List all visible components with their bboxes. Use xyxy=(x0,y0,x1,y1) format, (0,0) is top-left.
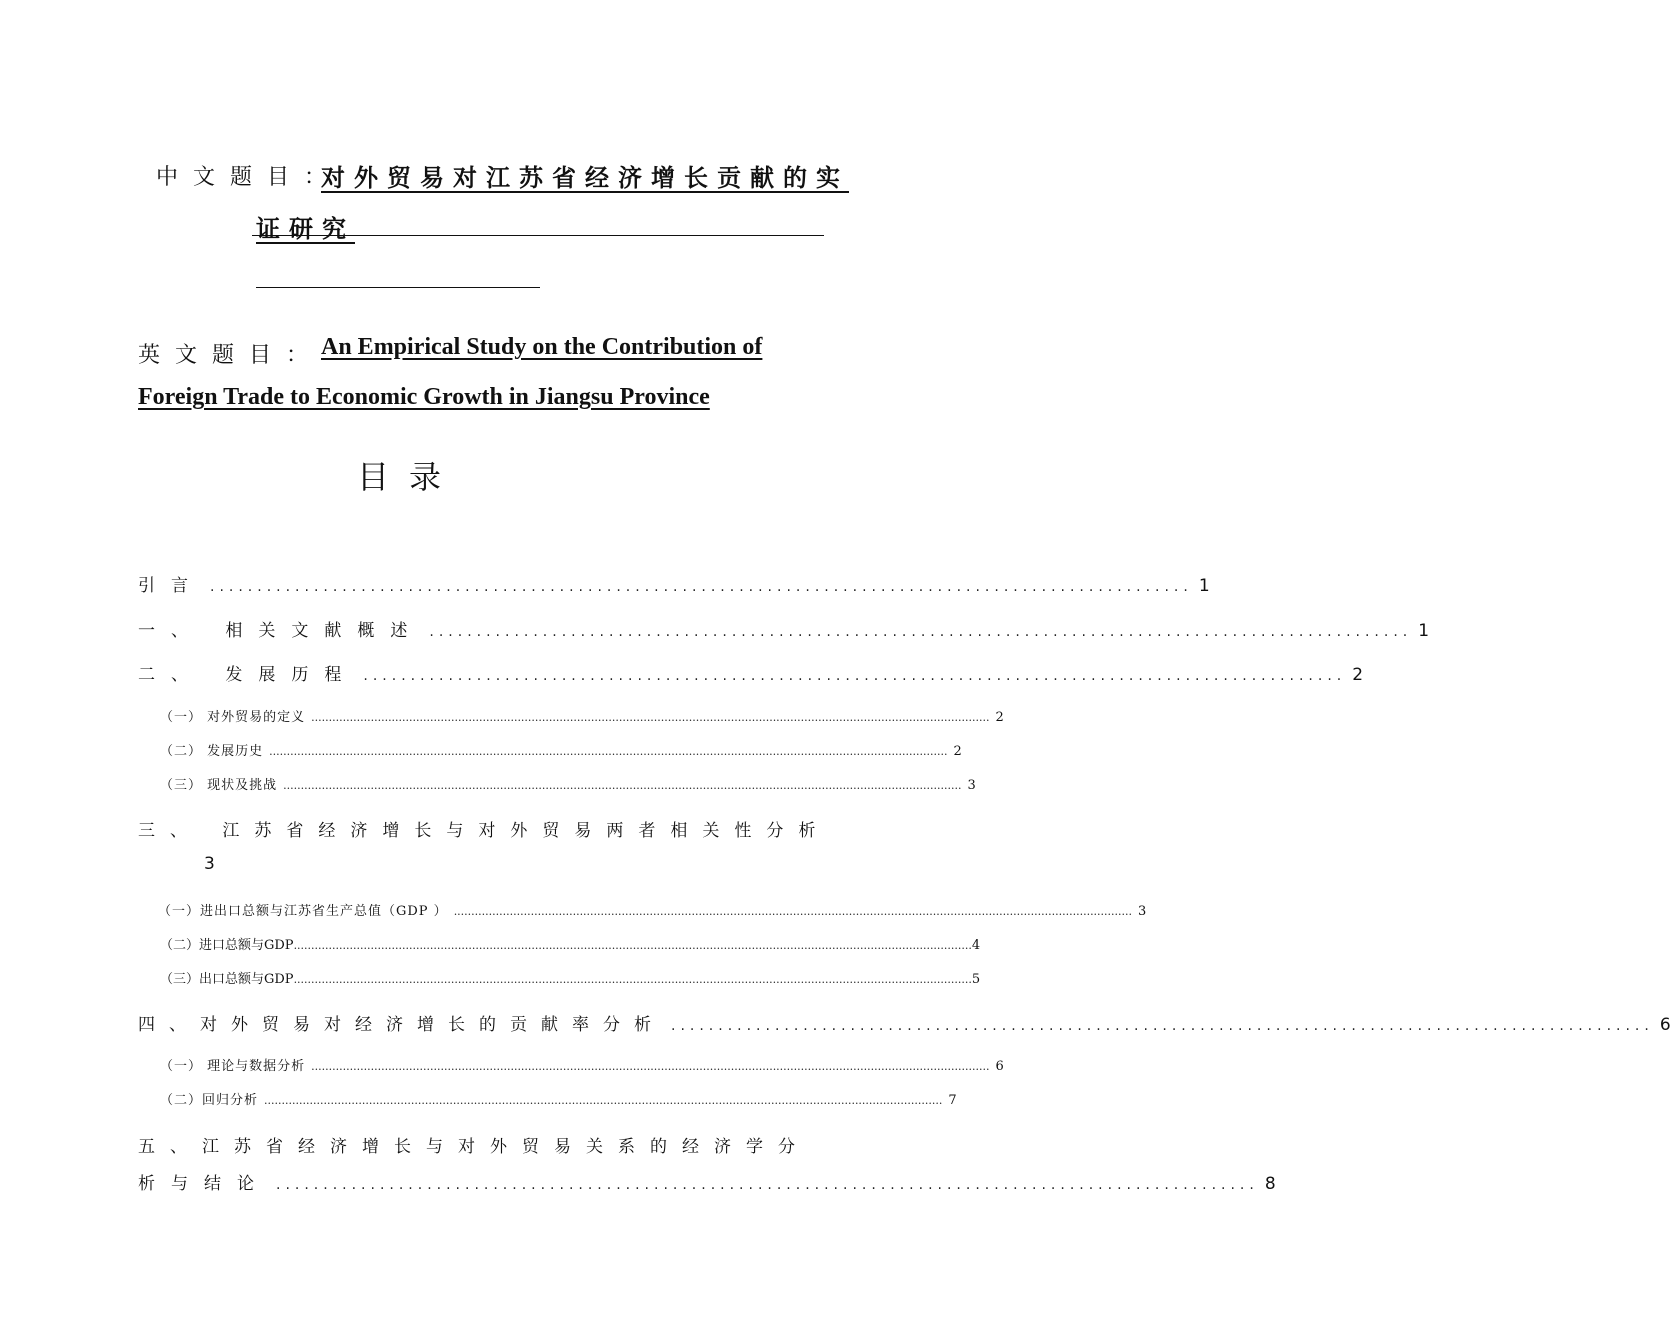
toc-leader: ........................................................................................................ xyxy=(210,579,1193,595)
toc-entry[interactable] xyxy=(138,616,1430,641)
title-underline-1 xyxy=(252,235,824,236)
toc-entry[interactable] xyxy=(158,900,1147,919)
toc-entry[interactable] xyxy=(138,571,1210,596)
toc-entry[interactable] xyxy=(160,934,981,953)
toc-leader: .................................................................................................................................................................................................. xyxy=(264,1094,943,1107)
toc-entry-label: （二） 发展历史 xyxy=(160,744,264,759)
english-title-label: 英文题目： xyxy=(138,343,324,368)
toc-heading: 目录 xyxy=(357,458,462,496)
toc-entry[interactable] xyxy=(138,816,851,841)
toc-entry-label: 引言 xyxy=(138,576,204,596)
toc-page-number: 8 xyxy=(1264,1174,1276,1194)
toc-page-number: 1 xyxy=(1418,621,1430,641)
toc-entry-label: 析与结论 xyxy=(138,1174,270,1194)
toc-leader: ........................................................................................................ xyxy=(671,1018,1654,1034)
toc-entry-label: 一、 相关文献概述 xyxy=(138,621,424,641)
toc-leader: .................................................................................................................................................................................................. xyxy=(293,939,972,952)
toc-entry[interactable] xyxy=(160,968,981,987)
toc-entry[interactable] xyxy=(138,1010,1671,1035)
english-title-line2: Foreign Trade to Economic Growth in Jiangsu Province xyxy=(138,384,710,410)
toc-entry-label: 四、对外贸易对经济增长的贡献率分析 xyxy=(138,1015,665,1035)
toc-entry-label: 五、江苏省经济增长与对外贸易关系的经济学分 xyxy=(138,1137,810,1157)
toc-leader: .................................................................................................................................................................................................. xyxy=(269,745,948,758)
toc-entry-label: 三、 江苏省经济增长与对外贸易两者相关性分析 xyxy=(138,821,831,841)
toc-entry-label: （三） 现状及挑战 xyxy=(160,778,278,793)
chinese-title-label: 中文题目： xyxy=(156,165,342,190)
toc-entry[interactable] xyxy=(138,660,1364,685)
toc-page-number: 2 xyxy=(1352,665,1364,685)
toc-entry[interactable] xyxy=(138,1169,1276,1194)
title-underline-2 xyxy=(256,287,540,288)
toc-leader: .................................................................................................................................................................................................. xyxy=(311,711,990,724)
toc-leader: .................................................................................................................................................................................................. xyxy=(453,905,1133,918)
toc-page-number: 4 xyxy=(971,938,981,953)
toc-leader: .................................................................................................................................................................................................. xyxy=(293,973,972,986)
toc-entry[interactable] xyxy=(138,1132,851,1157)
toc-entry-label: （二）进口总额与GDP xyxy=(160,938,294,953)
toc-entry[interactable] xyxy=(160,774,976,793)
toc-entry-label: （三）出口总额与GDP xyxy=(160,972,294,987)
toc-leader: ........................................................................................................ xyxy=(429,624,1413,640)
toc-leader: .................................................................................................................................................................................................. xyxy=(311,1060,990,1073)
chinese-title-line2: 证研究 xyxy=(256,215,355,243)
toc-page-number: 6 xyxy=(995,1059,1004,1074)
toc-page-number: 3 xyxy=(204,854,215,874)
chinese-title-line1: 对外贸易对江苏省经济增长贡献的实 xyxy=(321,164,849,192)
toc-entry[interactable] xyxy=(160,1055,1004,1074)
toc-page-number: 6 xyxy=(1659,1015,1671,1035)
toc-entry-label: 二、 发展历程 xyxy=(138,665,358,685)
toc-page-number: 2 xyxy=(995,710,1004,725)
toc-page-number: 1 xyxy=(1198,576,1210,596)
toc-page-number: 5 xyxy=(971,972,981,987)
toc-page-number: 7 xyxy=(948,1093,957,1108)
toc-entry[interactable] xyxy=(160,706,1004,725)
english-title-line1: An Empirical Study on the Contribution of xyxy=(321,334,763,360)
toc-leader: .................................................................................................................................................................................................. xyxy=(283,779,962,792)
toc-leader: ........................................................................................................ xyxy=(363,668,1347,684)
toc-page-number: 3 xyxy=(1138,904,1147,919)
toc-entry-label: （一） 对外贸易的定义 xyxy=(160,710,306,725)
toc-entry-label: （一）进出口总额与江苏省生产总值（GDP ） xyxy=(158,904,448,919)
toc-leader: ........................................................................................................ xyxy=(276,1177,1259,1193)
toc-page-number: 2 xyxy=(953,744,962,759)
toc-entry[interactable] xyxy=(160,1089,957,1108)
toc-page-number: 3 xyxy=(967,778,976,793)
toc-entry[interactable] xyxy=(160,740,962,759)
toc-entry-label: （一） 理论与数据分析 xyxy=(160,1059,306,1074)
toc-entry-label: （二）回归分析 xyxy=(160,1093,259,1108)
